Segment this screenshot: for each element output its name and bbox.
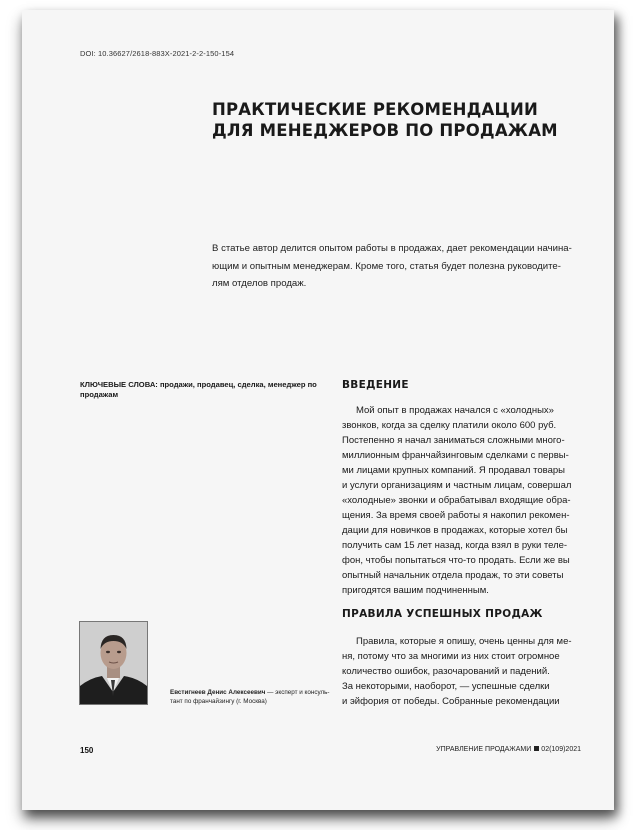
- body-line: Правила, которые я опишу, очень ценны для ме-: [356, 636, 572, 647]
- journal-page: [22, 10, 614, 810]
- keywords: КЛЮЧЕВЫЕ СЛОВА: продажи, продавец, сделка, менеджер по продажам: [80, 380, 317, 399]
- body-line: За некоторыми, наоборот, — успешные сделки: [342, 681, 550, 692]
- journal-name: УПРАВЛЕНИЕ ПРОДАЖАМИ: [436, 746, 532, 753]
- body-line: дации для новичков в продажах, которые хотел бы: [342, 525, 568, 536]
- author-photo: [79, 621, 148, 705]
- body-line: и услуги организациям и частным лицам, совершал: [342, 480, 572, 491]
- title-line: ДЛЯ МЕНЕДЖЕРОВ ПО ПРОДАЖАМ: [212, 121, 558, 140]
- rules-section: [342, 608, 604, 709]
- body-line: опытный начальник отдела продаж, то эти советы: [342, 570, 564, 581]
- body-line: ми лицами крупных компаний. Я продавал товары: [342, 465, 565, 476]
- body-line: и эйфория от победы. Собранные рекомендации: [342, 696, 560, 707]
- body-line: Постепенно я начал заниматься сложными много-: [342, 435, 565, 446]
- body-line: миллионным франчайзинговым сделками с первы-: [342, 450, 569, 461]
- author-caption: [170, 688, 330, 706]
- running-footer: [436, 746, 581, 753]
- body-line: «холодные» звонки и обрабатывал входящие обра-: [342, 495, 571, 506]
- article-title: [212, 99, 572, 141]
- section-heading-intro: ВВЕДЕНИЕ: [342, 379, 409, 391]
- issue-number: 02(109)2021: [541, 746, 581, 753]
- rules-body: [342, 634, 604, 709]
- abstract-line: лям отделов продаж.: [212, 278, 307, 289]
- body-line: фон, чтобы попытаться что-то продать. Если же вы: [342, 555, 570, 566]
- intro-section: [342, 379, 604, 598]
- body-line: пригодятся вашим подчиненным.: [342, 585, 489, 596]
- body-line: Мой опыт в продажах начался с «холодных»: [356, 405, 554, 416]
- author-role: — эксперт и консуль-: [265, 689, 330, 696]
- section-heading-rules: ПРАВИЛА УСПЕШНЫХ ПРОДАЖ: [342, 608, 543, 620]
- body-line: щения. За время своей работы я накопил рекомен-: [342, 510, 570, 521]
- author-name: Евстигнеев Денис Алексеевич: [170, 689, 266, 696]
- body-line: звонков, когда за сделку платили около 600 руб.: [342, 420, 557, 431]
- abstract-line: В статье автор делится опытом работы в продажах, дает рекомендации начина-: [212, 243, 572, 254]
- body-line: получить сам 15 лет назад, когда взял в руки теле-: [342, 540, 568, 551]
- title-line: ПРАКТИЧЕСКИЕ РЕКОМЕНДАЦИИ: [212, 100, 539, 119]
- author-role-continued: тант по франчайзингу (г. Москва): [170, 698, 267, 705]
- doi-line: DOI: 10.36627/2618-883X-2021-2-2-150-154: [80, 49, 235, 58]
- square-separator-icon: [534, 746, 539, 751]
- body-line: количество ошибок, разочарований и падений.: [342, 666, 550, 677]
- body-line: ня, потому что за многими из них стоит огромное: [342, 651, 560, 662]
- author-portrait-image: [80, 622, 147, 704]
- abstract-line: ющим и опытным менеджерам. Кроме того, статья будет полезна руководите-: [212, 260, 561, 272]
- abstract: [212, 240, 607, 293]
- page-number: 150: [80, 746, 94, 755]
- intro-body: [342, 403, 604, 598]
